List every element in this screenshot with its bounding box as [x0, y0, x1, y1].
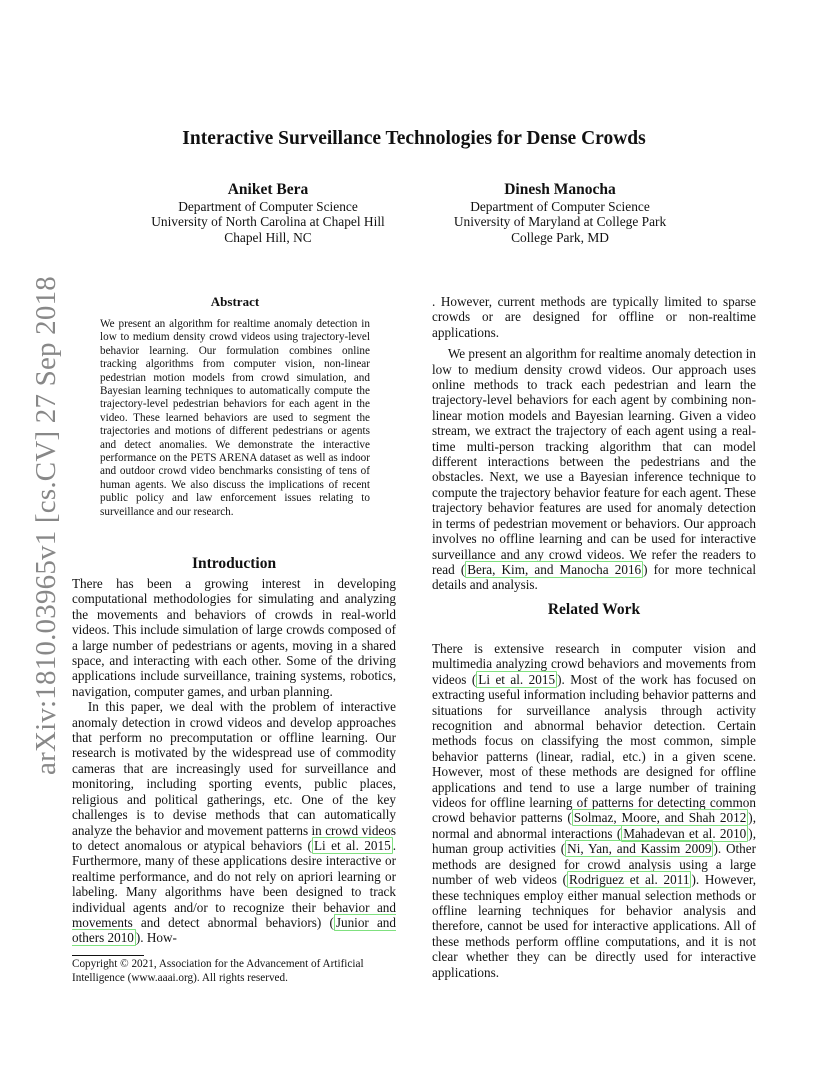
- paragraph: There has been a growing interest in developing computational methodologies for simulating and analyzing the movements and behaviors of crowds in real-world videos. This include simulation of large crowds composed of a large number of pedestrians or agents, moving in a shared space, and interacting with each other. Some of the driving applications include surveillance, training systems, robotics, navigation, computer games, and urban planning.: [72, 576, 396, 699]
- related-work-heading: Related Work: [547, 601, 641, 618]
- citation-link[interactable]: Junior and others 2010: [72, 914, 396, 946]
- paper-title: Interactive Surveillance Technologies for Dense Crowds: [182, 128, 646, 149]
- citation-link[interactable]: Rodriguez et al. 2011: [569, 872, 690, 888]
- introduction-heading: Introduction: [191, 555, 277, 572]
- paragraph: We present an algorithm for realtime anomaly detection in low to medium density crowd videos. Our approach uses online methods to track each pedestrian and learn the trajectory-level behaviors for each agent by combining non-linear motion models and Bayesian learning. Given a video stream, we extract the trajectory of each agent using a real-time multi-person tracking algorithm that can model different interactions between the pedestrians and the obstacles. Next, we use a Bayesian inference technique to compute the trajectory behavior feature for each agent. These trajectory behavior features are used for anomaly detection in terms of pedestrian movement or behaviors. Our approach involves no offline learning and can be used for interactive surveillance and any crowd videos. We refer the readers to read ( Bera, Kim, and Manocha 2016 ) for more technical details and analysis.: [432, 346, 756, 593]
- author-name: Dinesh Manocha: [504, 181, 616, 198]
- author-affiliation: Department of Computer Science: [470, 199, 650, 214]
- related-work-text: [432, 641, 756, 980]
- arxiv-stamp: [26, 275, 66, 775]
- abstract-heading: Abstract: [210, 294, 260, 309]
- author-name: Aniket Bera: [227, 181, 309, 198]
- footnote-rule: [72, 955, 144, 956]
- paragraph: In this paper, we deal with the problem of interactive anomaly detection in crowd videos and develop approaches that perform no precomputation or offline learning. Our research is motivated by the widespread use of commodity cameras that are increasingly used for surveillance and monitoring, including sporting events, public places, religious and political gatherings, etc. One of the key challenges is to devise methods that can automatically analyze the behavior and movement patterns in crowd videos to detect anomalous or atypical behaviors ( Li et al. 2015 . Furthermore, many of these applications desire interactive or realtime performance, and do not rely on apriori learning or labeling. Many algorithms have been designed to track individual agents and/or to recognize their behavior and movements and detect abnormal behaviors) ( Junior and others 2010 ). How-: [72, 699, 396, 946]
- author-affiliation: University of North Carolina at Chapel Hill: [151, 214, 385, 230]
- citation-link[interactable]: Ni, Yan, and Kassim 2009: [567, 841, 712, 857]
- paragraph: There is extensive research in computer vision and multimedia analyzing crowd behaviors and movements from videos ( Li et al. 2015 ). Most of the work has focused on extracting useful information including behavior patterns and situations for surveillance analysis through activity recognition and abnormal behavior detection. Certain methods focus on classifying the most common, simple behavior patterns (linear, radial, etc.) in a given scene. However, most of these methods are designed for offline applications and tend to use a large number of training videos for offline learning of patterns for detecting common crowd behavior patterns ( Solmaz, Moore, and Shah 2012 ), normal and abnormal interactions ( Mahadevan et al. 2010 ), human group activities ( Ni, Yan, and Kassim 2009 ). Other methods are designed for crowd analysis using a large number of web videos ( Rodriguez et al. 2011 ). However, these techniques employ either manual selection methods or offline learning techniques for behavior analysis and therefore, cannot be used for interactive applications. All of these methods perform offline computations, and it is not clear whether they can be directly used for interactive applications.: [432, 641, 757, 980]
- author-block-1: [138, 180, 398, 245]
- author-affiliation: Department of Computer Science: [178, 199, 358, 214]
- author-affiliation: University of Maryland at College Park: [453, 214, 667, 230]
- introduction-text: [72, 576, 396, 946]
- author-block-2: [430, 180, 690, 245]
- author-affiliation: Chapel Hill, NC: [224, 229, 312, 245]
- introduction-continued: [432, 294, 756, 593]
- citation-link[interactable]: Li et al. 2015: [313, 837, 391, 853]
- author-affiliation: College Park, MD: [511, 229, 609, 245]
- citation-link[interactable]: Li et al. 2015: [478, 671, 556, 687]
- citation-link[interactable]: Mahadevan et al. 2010: [623, 825, 747, 841]
- citation-link[interactable]: Solmaz, Moore, and Shah 2012: [573, 810, 747, 826]
- abstract-text: We present an algorithm for realtime anomaly detection in low to medium density crowd videos using trajectory-level behavior learning. Our formulation combines online tracking algorithms from computer vision, non-linear pedestrian motion models from crowd simulation, and Bayesian learning techniques to automatically compute the trajectory-level pedestrian behaviors for each agent in the video. These learned behaviors are used to segment the trajectories and motions of different pedestrians or agents and detect anomalies. We demonstrate the interactive performance on the PETS ARENA dataset as well as indoor and outdoor crowd video benchmarks consisting of tens of human agents. We also discuss the implications of recent public policy and law enforcement issues relating to surveillance and our research.: [100, 318, 370, 518]
- citation-link[interactable]: Bera, Kim, and Manocha 2016: [467, 561, 642, 577]
- copyright-notice: Copyright © 2021, Association for the Advancement of Artificial Intelligence (www.aaai.org). All rights reserved.: [72, 958, 364, 984]
- arxiv-id: arXiv:1810.03965v1 [cs.CV] 27 Sep 2018: [29, 275, 62, 775]
- paragraph: . However, current methods are typically limited to sparse crowds or are designed for offline or non-realtime applications.: [432, 294, 756, 340]
